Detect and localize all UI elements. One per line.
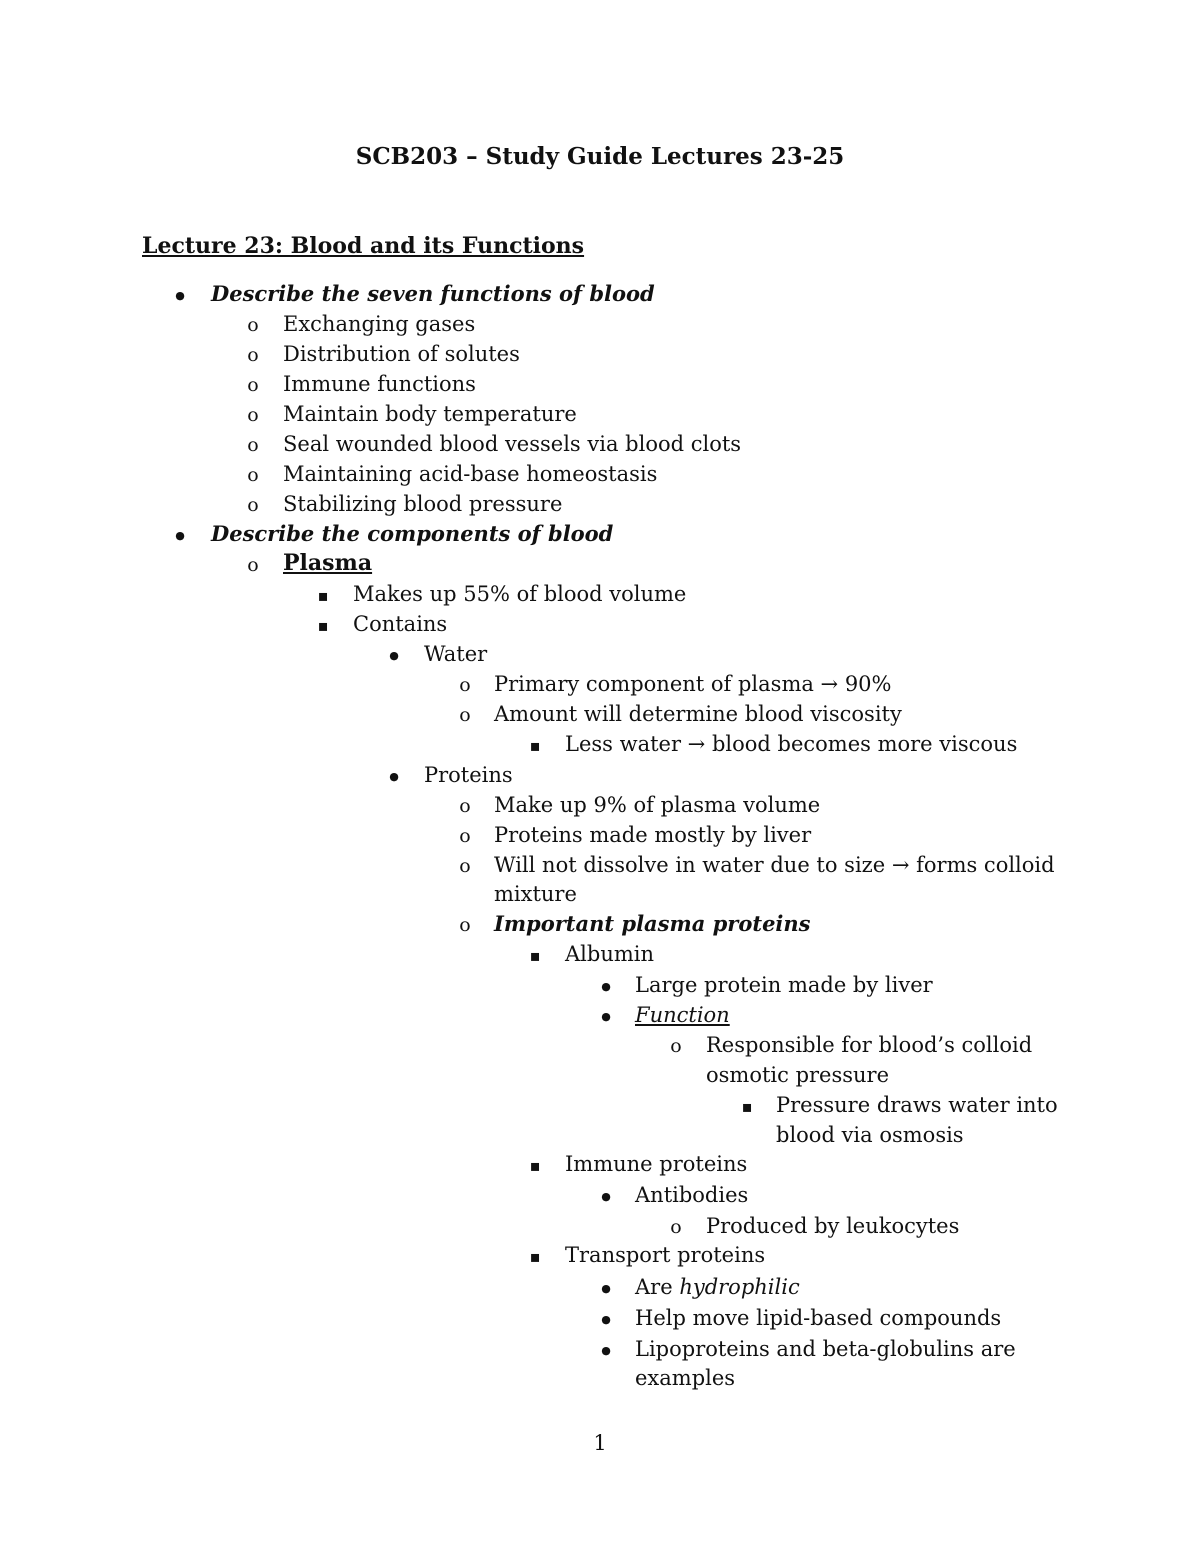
bullet-circle-icon	[666, 1211, 686, 1242]
page-number: 1	[593, 1431, 607, 1455]
list-item: Lipoproteins and beta-globulins are	[635, 1337, 1016, 1361]
list-item: Produced by leukocytes	[706, 1214, 960, 1238]
bullet-circle-icon	[666, 1030, 686, 1061]
bullet-dot-icon	[596, 970, 616, 1002]
list-item: Distribution of solutes	[283, 342, 520, 366]
list-item-continued: examples	[635, 1366, 736, 1390]
bullet-dot-icon	[384, 639, 404, 671]
bullet-circle-icon	[243, 339, 263, 370]
list-item: Function	[635, 1003, 730, 1027]
bullet-circle-icon	[243, 309, 263, 340]
list-item: Pressure draws water into	[776, 1093, 1058, 1117]
bullet-dot-icon	[384, 760, 404, 792]
bullet-square-icon	[737, 1090, 757, 1122]
bullet-circle-icon	[243, 429, 263, 460]
question-components: Describe the components of blood	[211, 521, 614, 546]
bullet-circle-icon	[243, 549, 263, 580]
list-item: Proteins	[424, 763, 513, 787]
bullet-circle-icon	[243, 369, 263, 400]
bullet-square-icon	[525, 729, 545, 761]
list-item: Albumin	[565, 942, 655, 966]
hydrophilic-text: hydrophilic	[679, 1275, 800, 1299]
list-item-continued: osmotic pressure	[706, 1063, 890, 1087]
list-item	[635, 1272, 800, 1302]
bullet-circle-icon	[243, 489, 263, 520]
document-title: SCB203 – Study Guide Lectures 23-25	[355, 143, 845, 170]
list-item: Primary component of plasma → 90%	[494, 672, 892, 696]
list-item: Seal wounded blood vessels via blood clots	[283, 432, 742, 456]
bullet-dot-icon	[170, 519, 190, 551]
list-item: Will not dissolve in water due to size → forms colloid	[494, 853, 1055, 877]
bullet-dot-icon	[596, 1000, 616, 1032]
list-item: Immune proteins	[565, 1152, 748, 1176]
list-item-continued: blood via osmosis	[776, 1123, 964, 1147]
list-item: Maintaining acid-base homeostasis	[283, 462, 658, 486]
lecture-heading: Lecture 23: Blood and its Functions	[142, 233, 585, 259]
list-item: Responsible for blood’s colloid	[706, 1033, 1033, 1057]
plasma-heading: Plasma	[283, 550, 373, 576]
bullet-square-icon	[313, 579, 333, 611]
bullet-dot-icon	[170, 279, 190, 311]
bullet-dot-icon	[596, 1180, 616, 1212]
list-item: Make up 9% of plasma volume	[494, 793, 821, 817]
bullet-circle-icon	[455, 699, 475, 730]
question-functions: Describe the seven functions of blood	[211, 281, 655, 306]
bullet-square-icon	[525, 1149, 545, 1181]
list-item: Antibodies	[635, 1183, 749, 1207]
list-item: Makes up 55% of blood volume	[353, 582, 687, 606]
bullet-circle-icon	[455, 850, 475, 881]
list-item: Exchanging gases	[283, 312, 476, 336]
bullet-square-icon	[313, 609, 333, 641]
bullet-circle-icon	[455, 669, 475, 700]
bullet-circle-icon	[243, 459, 263, 490]
list-item: Water	[424, 642, 488, 666]
list-item: Contains	[353, 612, 448, 636]
bullet-dot-icon	[596, 1303, 616, 1335]
bullet-square-icon	[525, 1240, 545, 1272]
list-item: Stabilizing blood pressure	[283, 492, 563, 516]
bullet-dot-icon	[596, 1334, 616, 1366]
list-item: Maintain body temperature	[283, 402, 577, 426]
bullet-circle-icon	[455, 820, 475, 851]
list-item: Help move lipid-based compounds	[635, 1306, 1002, 1330]
list-item-continued: mixture	[494, 882, 577, 906]
list-item: Proteins made mostly by liver	[494, 823, 812, 847]
are-text: Are	[635, 1275, 680, 1299]
bullet-square-icon	[525, 939, 545, 971]
list-item: Amount will determine blood viscosity	[494, 702, 902, 726]
list-item: Large protein made by liver	[635, 973, 933, 997]
bullet-circle-icon	[243, 399, 263, 430]
bullet-dot-icon	[596, 1272, 616, 1304]
list-item: Transport proteins	[565, 1243, 766, 1267]
list-item: Immune functions	[283, 372, 476, 396]
bullet-circle-icon	[455, 909, 475, 940]
bullet-circle-icon	[455, 790, 475, 821]
list-item: Important plasma proteins	[494, 911, 811, 936]
list-item: Less water → blood becomes more viscous	[565, 732, 1018, 756]
